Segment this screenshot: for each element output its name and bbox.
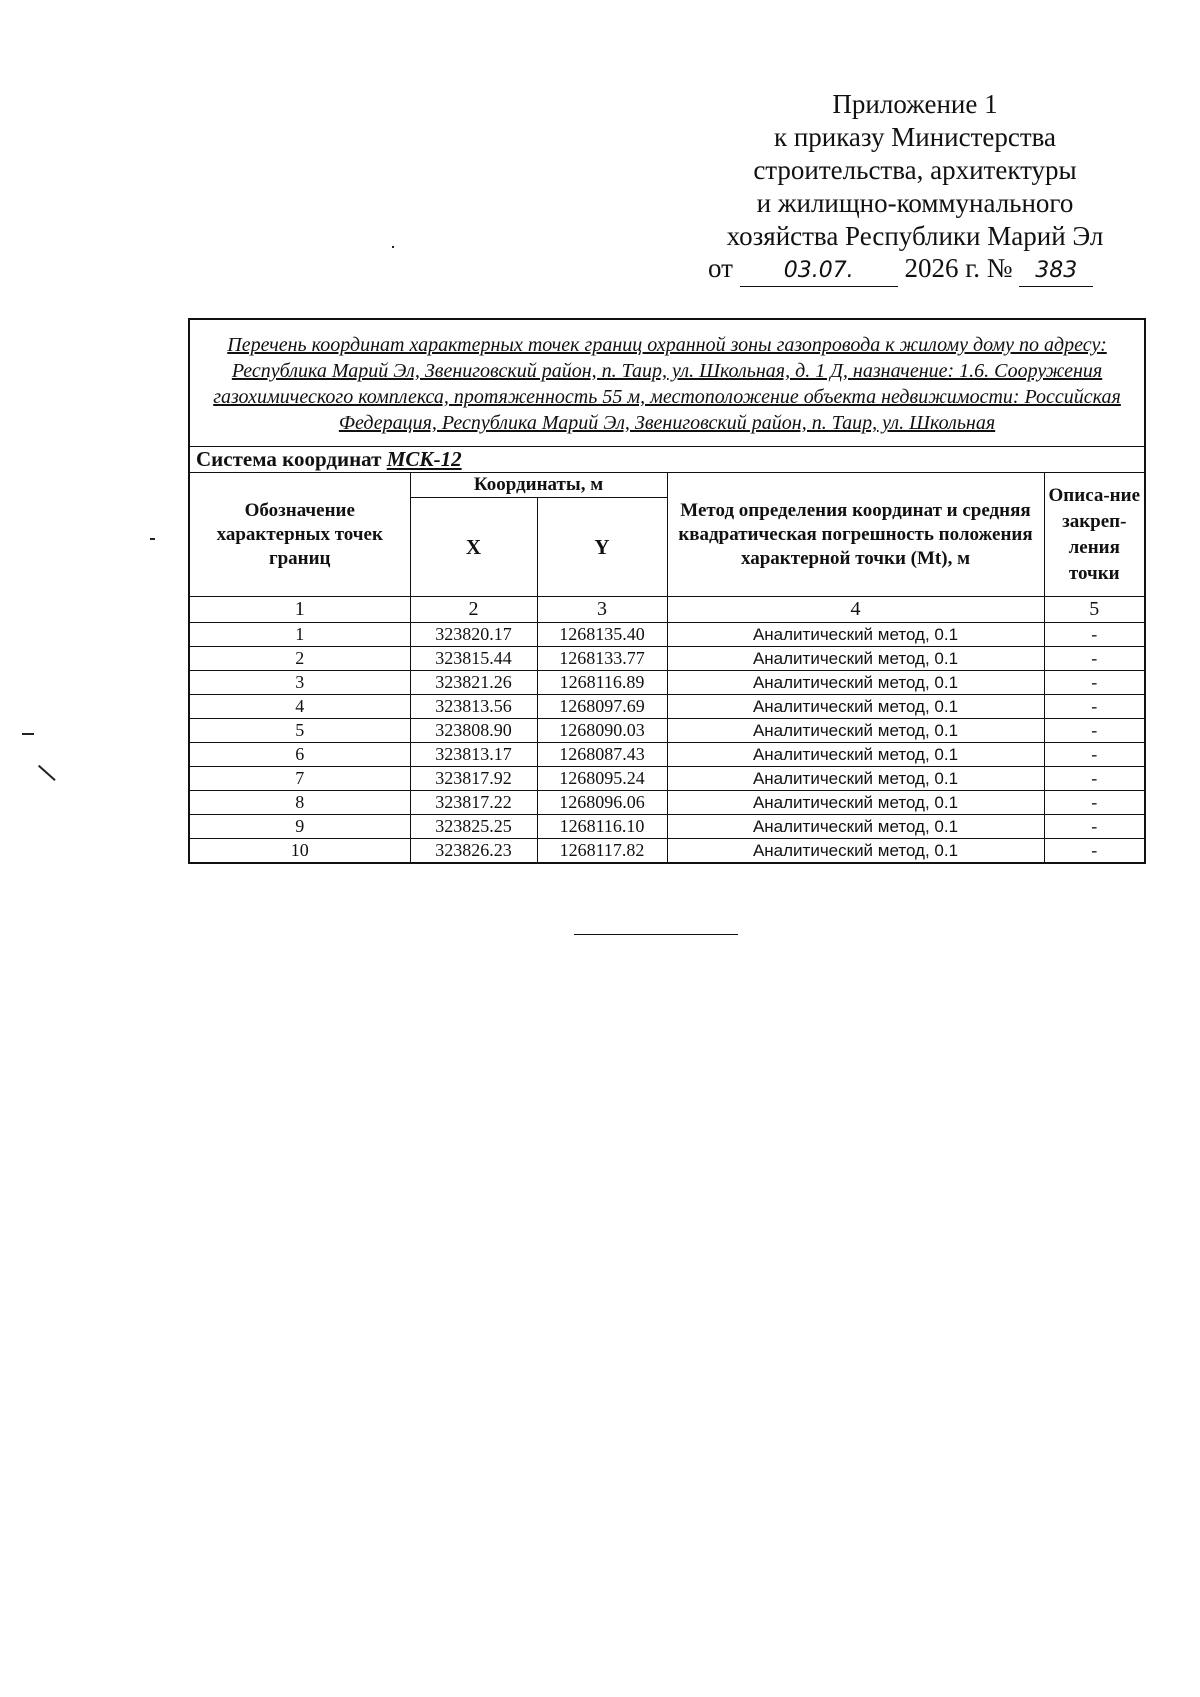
description-cell: - (1044, 767, 1145, 791)
description-cell: - (1044, 815, 1145, 839)
point-cell: 1 (189, 623, 410, 647)
method-cell: Аналитический метод, 0.1 (667, 791, 1044, 815)
y-cell: 1268116.89 (537, 671, 667, 695)
description-cell: - (1044, 695, 1145, 719)
table-row (189, 647, 1145, 671)
x-cell: 323821.26 (410, 671, 537, 695)
coordinate-system-label: Система координат (196, 447, 382, 471)
order-date-line (708, 252, 1128, 287)
table-row (189, 623, 1145, 647)
x-cell: 323825.25 (410, 815, 537, 839)
method-cell: Аналитический метод, 0.1 (667, 647, 1044, 671)
column-number: 4 (667, 597, 1044, 623)
description-cell: - (1044, 623, 1145, 647)
table-row (189, 671, 1145, 695)
date-prefix: от (708, 253, 733, 283)
method-cell: Аналитический метод, 0.1 (667, 623, 1044, 647)
description-cell: - (1044, 647, 1145, 671)
x-cell: 323817.92 (410, 767, 537, 791)
description-cell: - (1044, 743, 1145, 767)
header-method: Метод определения координат и средняя квадратическая погрешность положения характерной точки (Mt), м (667, 473, 1044, 597)
order-year-number-label: 2026 г. № (904, 253, 1013, 283)
table-row (189, 695, 1145, 719)
y-cell: 1268116.10 (537, 815, 667, 839)
scan-mark (150, 538, 155, 540)
point-cell: 7 (189, 767, 410, 791)
column-number: 1 (189, 597, 410, 623)
appendix-line: к приказу Министерства (773, 122, 1057, 152)
y-cell: 1268090.03 (537, 719, 667, 743)
method-cell: Аналитический метод, 0.1 (667, 839, 1044, 864)
point-cell: 8 (189, 791, 410, 815)
x-cell: 323817.22 (410, 791, 537, 815)
order-number: 383 (1019, 258, 1093, 287)
header-x: X (410, 498, 537, 597)
column-number: 3 (537, 597, 667, 623)
y-cell: 1268087.43 (537, 743, 667, 767)
header-point: Обозначение характерных точек границ (189, 473, 410, 597)
y-cell: 1268096.06 (537, 791, 667, 815)
order-date: 03.07. (740, 258, 898, 287)
method-cell: Аналитический метод, 0.1 (667, 671, 1044, 695)
end-separator-line (574, 934, 738, 935)
table-row (189, 719, 1145, 743)
method-cell: Аналитический метод, 0.1 (667, 767, 1044, 791)
y-cell: 1268097.69 (537, 695, 667, 719)
point-cell: 9 (189, 815, 410, 839)
table-row (189, 767, 1145, 791)
method-cell: Аналитический метод, 0.1 (667, 743, 1044, 767)
coordinates-table (188, 318, 1146, 864)
table-row (189, 791, 1145, 815)
point-cell: 6 (189, 743, 410, 767)
y-cell: 1268117.82 (537, 839, 667, 864)
header-coordinates: Координаты, м (410, 473, 667, 498)
x-cell: 323826.23 (410, 839, 537, 864)
method-cell: Аналитический метод, 0.1 (667, 719, 1044, 743)
description-cell: - (1044, 839, 1145, 864)
method-cell: Аналитический метод, 0.1 (667, 695, 1044, 719)
description-cell: - (1044, 719, 1145, 743)
point-cell: 5 (189, 719, 410, 743)
scan-mark (38, 765, 55, 781)
x-cell: 323808.90 (410, 719, 537, 743)
description-cell: - (1044, 791, 1145, 815)
appendix-line: Приложение 1 (832, 89, 998, 119)
table-row (189, 743, 1145, 767)
appendix-line: и жилищно-коммунального (756, 188, 1074, 218)
x-cell: 323820.17 (410, 623, 537, 647)
y-cell: 1268133.77 (537, 647, 667, 671)
x-cell: 323813.17 (410, 743, 537, 767)
table-title: Перечень координат характерных точек границ охранной зоны газопровода к жилому дому по адресу: Республика Марий Эл, Звениговский район, п. Таир, ул. Школьная, д. 1 Д, назначение: 1.6. Сооружения газохимического комплекса, протяженность 55 м, местоположение объекта недвижимости: Российская Федерация, Республика Марий Эл, Звениговский район, п. Таир, ул. Школьная (189, 319, 1145, 447)
method-cell: Аналитический метод, 0.1 (667, 815, 1044, 839)
column-number: 2 (410, 597, 537, 623)
header-y: Y (537, 498, 667, 597)
point-cell: 3 (189, 671, 410, 695)
appendix-header (690, 88, 1140, 253)
y-cell: 1268095.24 (537, 767, 667, 791)
point-cell: 10 (189, 839, 410, 864)
coordinate-system-row (189, 447, 1145, 473)
column-number: 5 (1044, 597, 1145, 623)
scan-mark (392, 246, 394, 248)
y-cell: 1268135.40 (537, 623, 667, 647)
scan-mark (22, 733, 34, 735)
x-cell: 323815.44 (410, 647, 537, 671)
table-row (189, 815, 1145, 839)
appendix-line: хозяйства Республики Марий Эл (726, 221, 1104, 251)
header-description: Описа-ние закреп-ления точки (1044, 473, 1145, 597)
appendix-line: строительства, архитектуры (753, 155, 1077, 185)
table-row (189, 839, 1145, 864)
point-cell: 2 (189, 647, 410, 671)
coordinate-system-name: МСК-12 (386, 447, 462, 471)
column-number-row (189, 597, 1145, 623)
point-cell: 4 (189, 695, 410, 719)
description-cell: - (1044, 671, 1145, 695)
x-cell: 323813.56 (410, 695, 537, 719)
